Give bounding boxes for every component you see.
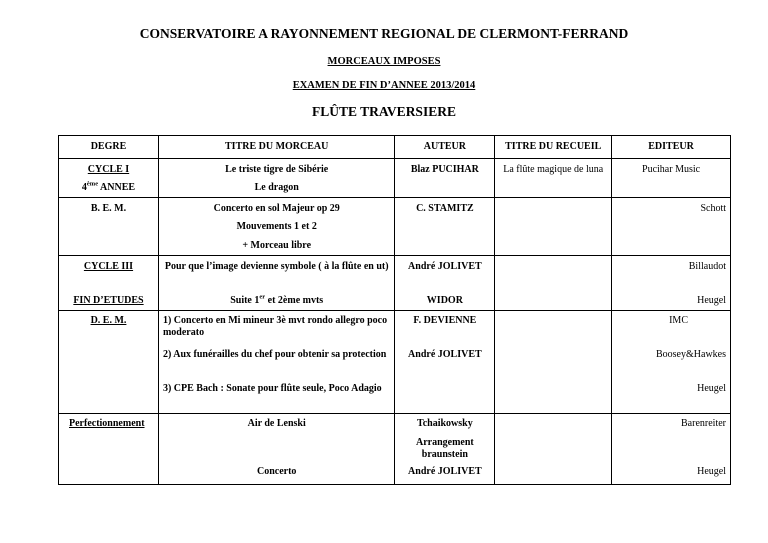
table-row — [59, 311, 731, 346]
exam-title: EXAMEN DE FIN D’ANNEE 2013/2014 — [292, 80, 476, 91]
table-row — [59, 379, 731, 414]
editeur-cell: Heugel — [612, 464, 731, 485]
titre-part: Suite 1 — [230, 295, 260, 306]
degre-cell: B. E. M. — [59, 198, 159, 218]
editeur-cell: Heugel — [612, 379, 731, 414]
auteur-cell: C. STAMITZ — [395, 198, 495, 218]
table-row — [59, 159, 731, 179]
titre-cell: Mouvements 1 et 2 — [158, 217, 394, 236]
table-row — [59, 217, 731, 236]
titre-cell: Le triste tigre de Sibérie — [158, 159, 394, 179]
titre-cell: + Morceau libre — [158, 236, 394, 256]
table-row — [59, 345, 731, 379]
auteur-cell: André JOLIVET — [395, 464, 495, 485]
auteur-cell — [395, 414, 495, 465]
titre-cell: Concerto — [158, 464, 394, 485]
titre-part: et 2ème mvts — [265, 295, 324, 306]
titre-cell: Concerto en sol Majeur op 29 — [158, 198, 394, 218]
titre-cell: 3) CPE Bach : Sonate pour flûte seule, Poco Adagio — [158, 379, 394, 414]
degre-cell: CYCLE III — [59, 256, 159, 292]
editeur-cell: Boosey&Hawkes — [612, 345, 731, 379]
editeur-cell: Barenreiter — [612, 414, 731, 465]
header-recueil: TITRE DU RECUEIL — [495, 136, 612, 159]
titre-sup: er — [259, 293, 266, 301]
titre-cell: Air de Lenski — [158, 414, 394, 465]
instrument-title: FLÛTE TRAVERSIERE — [312, 104, 456, 119]
recueil-cell: La flûte magique de luna — [495, 159, 612, 179]
header-degre: DEGRE — [59, 136, 159, 159]
auteur-cell: André JOLIVET — [395, 345, 495, 379]
table-row — [59, 236, 731, 256]
degre-cell: FIN D’ETUDES — [59, 291, 159, 311]
table-row — [59, 178, 731, 198]
degre-rest: ANNEE — [98, 182, 136, 193]
degre-cell: D. E. M. — [59, 311, 159, 346]
titre-cell: 1) Concerto en Mi mineur 3è mvt rondo allegro poco moderato — [158, 311, 394, 346]
auteur-cell: Blaz PUCIHAR — [395, 159, 495, 179]
titre-cell — [158, 291, 394, 311]
auteur-line: Arrangement braunstein — [415, 437, 474, 460]
table-row — [59, 414, 731, 465]
header-auteur: AUTEUR — [395, 136, 495, 159]
table-row — [59, 464, 731, 485]
header-editeur: EDITEUR — [612, 136, 731, 159]
degre-sup: ème — [86, 180, 99, 188]
document-subtitle: MORCEAUX IMPOSES — [327, 56, 441, 67]
degre-cell: CYCLE I — [59, 159, 159, 179]
editeur-cell: IMC — [612, 311, 731, 346]
editeur-cell: Pucihar Music — [612, 159, 731, 179]
auteur-cell: André JOLIVET — [395, 256, 495, 292]
auteur-line: Tchaikowsky — [416, 418, 473, 429]
degre-cell: Perfectionnement — [59, 414, 159, 465]
titre-cell: Pour que l’image devienne symbole ( à la flûte en ut) — [158, 256, 394, 292]
repertoire-table — [58, 135, 731, 485]
table-row — [59, 291, 731, 311]
auteur-cell: F. DEVIENNE — [395, 311, 495, 346]
degre-cell — [59, 178, 159, 198]
header-titre: TITRE DU MORCEAU — [158, 136, 394, 159]
document-title: CONSERVATOIRE A RAYONNEMENT REGIONAL DE CLERMONT-FERRAND — [139, 26, 629, 41]
titre-cell: 2) Aux funérailles du chef pour obtenir sa protection — [158, 345, 394, 379]
editeur-cell: Billaudot — [612, 256, 731, 292]
table-row — [59, 256, 731, 292]
editeur-cell: Heugel — [612, 291, 731, 311]
auteur-cell: WIDOR — [395, 291, 495, 311]
titre-cell: Le dragon — [158, 178, 394, 198]
table-row — [59, 198, 731, 218]
table-header-row — [59, 136, 731, 159]
editeur-cell: Schott — [612, 198, 731, 218]
degre-num: 4 — [81, 182, 87, 193]
